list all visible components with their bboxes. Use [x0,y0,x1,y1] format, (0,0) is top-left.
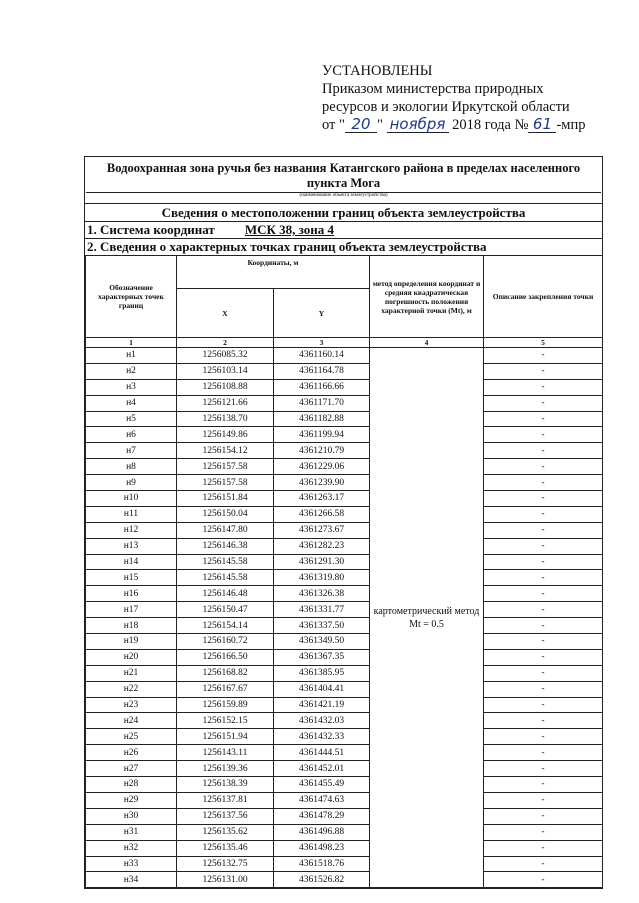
description-cell: - [484,395,603,411]
x-coordinate-cell: 1256139.36 [177,761,274,777]
order-suffix: -мпр [556,117,586,133]
y-coordinate-cell: 4361229.06 [274,459,370,475]
point-id-cell: н3 [86,379,177,395]
y-coordinate-cell: 4361182.88 [274,411,370,427]
point-id-cell: н20 [86,649,177,665]
point-id-cell: н7 [86,443,177,459]
header-coords: Координаты, м [177,256,370,289]
description-cell: - [484,443,603,459]
x-coordinate-cell: 1256135.46 [177,840,274,856]
approval-line-3: ресурсов и экологии Иркутской области [322,99,570,115]
point-id-cell: н14 [86,554,177,570]
header-method: метод определения координат и средняя квадратическая погрешность положения характерной точки (Mt), м [370,256,484,338]
point-id-cell: н9 [86,475,177,491]
header-x: X [177,289,274,338]
table-row [86,348,603,364]
description-cell: - [484,522,603,538]
description-cell: - [484,872,603,888]
table-row [86,681,603,697]
description-cell: - [484,379,603,395]
description-cell: - [484,792,603,808]
y-coordinate-cell: 4361331.77 [274,602,370,618]
y-coordinate-cell: 4361385.95 [274,665,370,681]
y-coordinate-cell: 4361171.70 [274,395,370,411]
point-id-cell: н13 [86,538,177,554]
document-frame [84,156,603,889]
description-cell: - [484,491,603,507]
table-row [86,840,603,856]
y-coordinate-cell: 4361432.33 [274,729,370,745]
point-id-cell: н15 [86,570,177,586]
x-coordinate-cell: 1256152.15 [177,713,274,729]
y-coordinate-cell: 4361452.01 [274,761,370,777]
description-cell: - [484,411,603,427]
y-coordinate-cell: 4361263.17 [274,491,370,507]
point-id-cell: н19 [86,634,177,650]
x-coordinate-cell: 1256157.58 [177,475,274,491]
table-row [86,792,603,808]
y-coordinate-cell: 4361210.79 [274,443,370,459]
header-y: Y [274,289,370,338]
object-subtitle: (наименование объекта землеустройства) [86,192,601,203]
x-coordinate-cell: 1256137.56 [177,808,274,824]
table-row [86,586,603,602]
approval-block [322,62,622,134]
table-row [86,506,603,522]
table-row [86,761,603,777]
y-coordinate-cell: 4361266.58 [274,506,370,522]
table-row [86,459,603,475]
point-id-cell: н34 [86,872,177,888]
col-number: 3 [274,338,370,348]
x-coordinate-cell: 1256149.86 [177,427,274,443]
point-id-cell: н4 [86,395,177,411]
handwritten-order-number: 61 [528,117,556,133]
approval-line-2: Приказом министерства природных [322,81,544,97]
table-row [86,618,603,634]
x-coordinate-cell: 1256131.00 [177,872,274,888]
y-coordinate-cell: 4361239.90 [274,475,370,491]
x-coordinate-cell: 1256166.50 [177,649,274,665]
point-id-cell: н12 [86,522,177,538]
table-row [86,745,603,761]
table-row [86,427,603,443]
y-coordinate-cell: 4361496.88 [274,824,370,840]
table-row [86,649,603,665]
description-cell: - [484,761,603,777]
x-coordinate-cell: 1256146.38 [177,538,274,554]
y-coordinate-cell: 4361367.35 [274,649,370,665]
table-row [86,808,603,824]
point-id-cell: н28 [86,777,177,793]
object-title: Водоохранная зона ручья без названия Катангского района в пределах населенного пункта Мога [106,161,581,190]
approval-date-line [322,116,622,134]
point-id-cell: н16 [86,586,177,602]
description-cell: - [484,856,603,872]
x-coordinate-cell: 1256135.62 [177,824,274,840]
point-id-cell: н30 [86,808,177,824]
quote-close: " [376,117,383,133]
points-table [85,255,603,888]
x-coordinate-cell: 1256160.72 [177,634,274,650]
description-cell: - [484,697,603,713]
description-cell: - [484,348,603,364]
y-coordinate-cell: 4361282.23 [274,538,370,554]
y-coordinate-cell: 4361421.19 [274,697,370,713]
description-cell: - [484,602,603,618]
description-cell: - [484,808,603,824]
point-id-cell: н11 [86,506,177,522]
point-id-cell: н24 [86,713,177,729]
table-row [86,570,603,586]
y-coordinate-cell: 4361164.78 [274,363,370,379]
table-row [86,475,603,491]
x-coordinate-cell: 1256138.39 [177,777,274,793]
description-cell: - [484,777,603,793]
description-cell: - [484,713,603,729]
x-coordinate-cell: 1256145.58 [177,554,274,570]
table-row [86,634,603,650]
x-coordinate-cell: 1256154.14 [177,618,274,634]
y-coordinate-cell: 4361319.80 [274,570,370,586]
coord-system-value: МСК 38, зона 4 [244,222,335,237]
y-coordinate-cell: 4361166.66 [274,379,370,395]
point-id-cell: н1 [86,348,177,364]
header-description: Описание закрепления точки [484,256,603,338]
x-coordinate-cell: 1256150.04 [177,506,274,522]
point-id-cell: н29 [86,792,177,808]
x-coordinate-cell: 1256145.58 [177,570,274,586]
y-coordinate-cell: 4361349.50 [274,634,370,650]
description-cell: - [484,475,603,491]
point-id-cell: н23 [86,697,177,713]
x-coordinate-cell: 1256137.81 [177,792,274,808]
y-coordinate-cell: 4361199.94 [274,427,370,443]
description-cell: - [484,665,603,681]
description-cell: - [484,570,603,586]
approval-title: УСТАНОВЛЕНЫ [322,63,433,79]
x-coordinate-cell: 1256108.88 [177,379,274,395]
year-text: 2018 года № [452,117,529,133]
x-coordinate-cell: 1256151.94 [177,729,274,745]
point-id-cell: н25 [86,729,177,745]
y-coordinate-cell: 4361474.63 [274,792,370,808]
point-id-cell: н8 [86,459,177,475]
x-coordinate-cell: 1256168.82 [177,665,274,681]
y-coordinate-cell: 4361444.51 [274,745,370,761]
x-coordinate-cell: 1256143.11 [177,745,274,761]
point-id-cell: н21 [86,665,177,681]
table-row [86,872,603,888]
table-row [86,491,603,507]
y-coordinate-cell: 4361478.29 [274,808,370,824]
description-cell: - [484,538,603,554]
description-cell: - [484,840,603,856]
description-cell: - [484,634,603,650]
point-id-cell: н18 [86,618,177,634]
point-id-cell: н22 [86,681,177,697]
points-table-body [86,348,603,888]
y-coordinate-cell: 4361455.49 [274,777,370,793]
table-row [86,443,603,459]
x-coordinate-cell: 1256150.47 [177,602,274,618]
coord-system-row [85,221,602,238]
x-coordinate-cell: 1256121.66 [177,395,274,411]
y-coordinate-cell: 4361432.03 [274,713,370,729]
table-row [86,522,603,538]
y-coordinate-cell: 4361160.14 [274,348,370,364]
description-cell: - [484,729,603,745]
x-coordinate-cell: 1256167.67 [177,681,274,697]
x-coordinate-cell: 1256159.89 [177,697,274,713]
description-cell: - [484,824,603,840]
y-coordinate-cell: 4361404.41 [274,681,370,697]
y-coordinate-cell: 4361291.30 [274,554,370,570]
header-point: Обозначение характерных точек границ [86,256,177,338]
y-coordinate-cell: 4361526.82 [274,872,370,888]
col-number: 1 [86,338,177,348]
point-id-cell: н2 [86,363,177,379]
table-row [86,824,603,840]
column-numbers-row [86,338,603,348]
col-number: 5 [484,338,603,348]
point-id-cell: н33 [86,856,177,872]
point-id-cell: н32 [86,840,177,856]
x-coordinate-cell: 1256132.75 [177,856,274,872]
description-cell: - [484,427,603,443]
table-row [86,713,603,729]
description-cell: - [484,745,603,761]
description-cell: - [484,554,603,570]
col-number: 2 [177,338,274,348]
table-row [86,777,603,793]
point-id-cell: н6 [86,427,177,443]
table-row [86,395,603,411]
y-coordinate-cell: 4361498.23 [274,840,370,856]
col-number: 4 [370,338,484,348]
point-id-cell: н27 [86,761,177,777]
x-coordinate-cell: 1256147.80 [177,522,274,538]
table-row [86,554,603,570]
points-heading: 2. Сведения о характерных точках границ объекта землеустройства [85,238,602,255]
table-row [86,856,603,872]
x-coordinate-cell: 1256157.58 [177,459,274,475]
point-id-cell: н17 [86,602,177,618]
point-id-cell: н10 [86,491,177,507]
x-coordinate-cell: 1256138.70 [177,411,274,427]
table-row [86,665,603,681]
point-id-cell: н31 [86,824,177,840]
point-id-cell: н5 [86,411,177,427]
description-cell: - [484,506,603,522]
coord-system-label: 1. Система координат [87,222,215,237]
table-row [86,379,603,395]
y-coordinate-cell: 4361273.67 [274,522,370,538]
x-coordinate-cell: 1256103.14 [177,363,274,379]
y-coordinate-cell: 4361337.50 [274,618,370,634]
table-row [86,602,603,618]
table-row [86,697,603,713]
description-cell: - [484,681,603,697]
table-row [86,363,603,379]
description-cell: - [484,649,603,665]
table-row [86,729,603,745]
x-coordinate-cell: 1256085.32 [177,348,274,364]
description-cell: - [484,618,603,634]
table-row [86,411,603,427]
section-heading: Сведения о местоположении границ объекта землеустройства [85,203,602,221]
method-cell: картометрический метод Mt = 0.5 [370,348,484,888]
handwritten-month: ноября [387,117,449,133]
x-coordinate-cell: 1256146.48 [177,586,274,602]
handwritten-day: 20 [345,117,377,133]
y-coordinate-cell: 4361326.38 [274,586,370,602]
table-row [86,538,603,554]
point-id-cell: н26 [86,745,177,761]
x-coordinate-cell: 1256154.12 [177,443,274,459]
y-coordinate-cell: 4361518.76 [274,856,370,872]
description-cell: - [484,459,603,475]
from-label: от " [322,117,345,133]
x-coordinate-cell: 1256151.84 [177,491,274,507]
description-cell: - [484,363,603,379]
description-cell: - [484,586,603,602]
